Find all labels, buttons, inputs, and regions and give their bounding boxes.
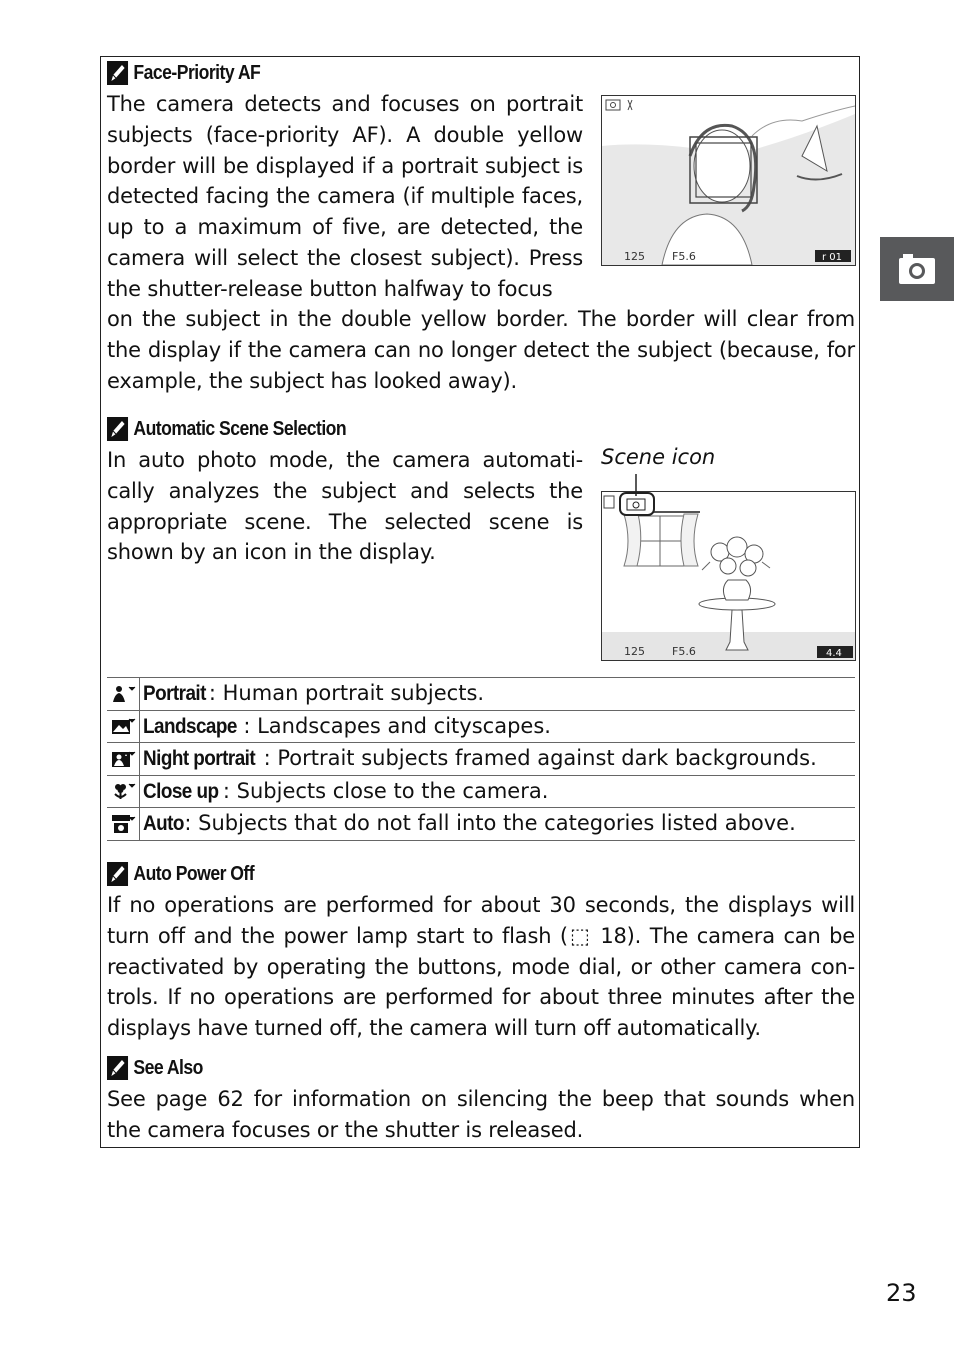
scene-text-auto: : Subjects that do not fall into the categories listed above. xyxy=(184,811,796,836)
scene-row xyxy=(107,742,855,775)
chapter-side-tab xyxy=(880,237,954,301)
face-priority-lcd-illustration xyxy=(601,95,856,266)
scene-label-night-portrait: Night portrait xyxy=(143,747,256,771)
scene-label-auto: Auto xyxy=(143,812,184,836)
caption-leader-line xyxy=(630,474,642,496)
pencil-note-icon xyxy=(107,1056,128,1080)
scene-text-night-portrait: : Portrait subjects framed against dark backgrounds. xyxy=(263,746,817,771)
see-also-title: See Also xyxy=(107,1055,203,1081)
scene-row xyxy=(107,677,855,710)
face-priority-title: Face-Priority AF xyxy=(107,60,260,86)
auto-power-off-body: If no operations are performed for about 30 seconds, the displays will turn off and the power lamp start to flash (⬚ 18). The camera can be reactivated by operating the buttons, mode dial, or other camera con-trols. If no operations are performed for about three minutes after the displays have turned off, the camera will turn off automatically. xyxy=(107,893,855,1041)
pencil-note-icon xyxy=(107,417,128,441)
scene-text-close-up: : Subjects close to the camera. xyxy=(222,778,549,803)
scene-lcd-shutter: 125 xyxy=(624,645,645,658)
scene-row xyxy=(107,710,855,743)
face-priority-body-wrapped: The camera detects and focuses on portrait subjects (face-priority AF). A double yellow border will be displayed if a portrait subject is detected facing the camera (if multiple faces, up to a maximum of five, are detected, the camera will select the closest subject). Press the shutter-release button halfway to focus xyxy=(107,92,583,301)
auto-scene-title: Automatic Scene Selection xyxy=(107,416,346,442)
scene-label-close-up: Close up xyxy=(143,779,219,803)
see-also-body: See page 62 for information on silencing the beep that sounds when the camera focuses or the shutter is released. xyxy=(107,1087,855,1142)
pencil-note-icon xyxy=(107,61,128,85)
page-number: 23 xyxy=(886,1279,917,1307)
scene-row xyxy=(107,807,855,841)
pencil-note-icon xyxy=(107,862,128,886)
scene-lcd-frames: 4.4 xyxy=(826,648,842,659)
face-lcd-frames: r 01 xyxy=(822,252,843,263)
auto-power-off-title: Auto Power Off xyxy=(107,861,254,887)
face-lcd-shutter: 125 xyxy=(624,250,645,263)
scene-table xyxy=(107,677,855,841)
portrait-scene-icon xyxy=(110,684,136,704)
scene-label-landscape: Landscape xyxy=(143,714,237,738)
scene-lcd-illustration xyxy=(601,491,856,661)
close-up-scene-icon xyxy=(110,781,136,801)
scene-text-portrait: : Human portrait subjects. xyxy=(208,681,485,706)
landscape-scene-icon xyxy=(110,716,136,736)
face-lcd-aperture: F5.6 xyxy=(672,250,696,263)
scene-icon-caption: Scene icon xyxy=(601,445,716,469)
face-priority-body-full: on the subject in the double yellow border. The border will clear from the display if the camera can no longer detect the subject (because, for example, the subject has looked away). xyxy=(107,307,855,393)
night-portrait-scene-icon xyxy=(110,749,136,769)
scene-row xyxy=(107,775,855,808)
scene-lcd-aperture: F5.6 xyxy=(672,645,696,658)
auto-scene-icon xyxy=(110,814,136,834)
auto-scene-body: In auto photo mode, the camera automati-cally analyzes the subject and selects the appropriate scene. The selected scene is shown by an icon in the display. xyxy=(107,448,583,565)
scene-label-portrait: Portrait xyxy=(143,682,206,706)
scene-text-landscape: : Landscapes and cityscapes. xyxy=(243,713,551,738)
camera-icon xyxy=(897,252,937,286)
